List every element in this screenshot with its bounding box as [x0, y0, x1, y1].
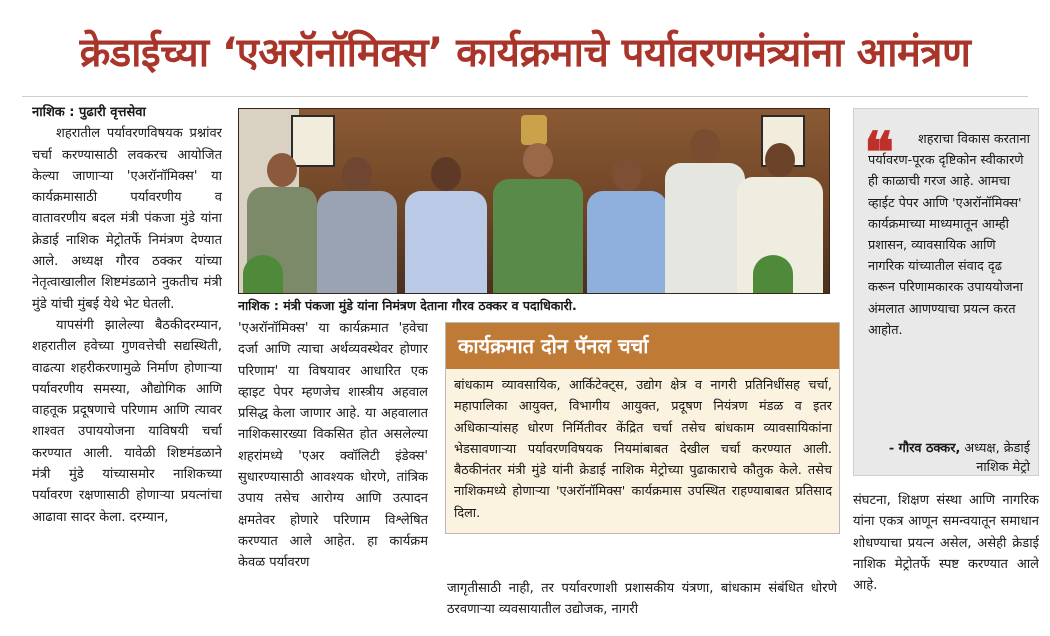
photo-caption: नाशिक : मंत्री पंकजा मुंडे यांना निमंत्रण देताना गौरव ठक्कर व पदाधिकारी. — [238, 298, 577, 313]
person-figure — [665, 123, 745, 293]
divider — [22, 96, 1028, 97]
quote-mark-icon: ❝ — [864, 120, 895, 186]
sidebar-box — [445, 322, 840, 534]
paragraph: 'एअरॉनॉमिक्स' या कार्यक्रमात 'हवेचा दर्जा आणि त्याचा अर्थव्यवस्थेवर होणार परिणाम' या विषयावर आधारित एक व्हाइट पेपर म्हणजेच शास्त्रीय अहवाल प्रसिद्ध केला जाणार आहे. या अहवालात नाशिकसारख्या विकसित होत असलेल्या शहरांमध्ये 'एअर क्वॉलिटी इंडेक्स' सुधारण्यासाठी आवश्यक धोरणे, तांत्रिक उपाय तसेच आरोग्य आणि उत्पादन क्षमतेवर होणारे परिणाम विश्लेषित करण्यात आले आहेत. हा कार्यक्रम केवळ पर्यावरण — [238, 321, 428, 571]
news-photo — [238, 108, 830, 294]
quote-author: - गौरव ठक्कर, — [888, 441, 961, 456]
person-figure — [587, 143, 667, 293]
plant-decor — [753, 255, 793, 293]
article-column-2 — [238, 318, 428, 622]
quote-role: अध्यक्ष, क्रेडाई नाशिक मेट्रो — [964, 441, 1030, 475]
quote-text: शहराचा विकास करताना पर्यावरण-पूरक दृष्टिकोन स्वीकारणे ही काळाची गरज आहे. आमचा व्हाईट पेपर आणि 'एअरॉनॉमिक्स' कार्यक्रमाच्या माध्यमातून आम्ही प्रशासन, व्यावसायिक आणि नागरिक यांच्यातील संवाद दृढ करून परिणामकारक उपाययोजना अंमलात आणण्याचा प्रयत्न करत आहोत. — [868, 132, 1030, 338]
person-figure — [317, 143, 397, 293]
quote-attribution — [868, 439, 1030, 477]
pull-quote — [853, 108, 1039, 476]
plant-decor — [243, 255, 283, 293]
person-figure — [493, 133, 583, 293]
article-column-3 — [447, 578, 837, 622]
box-text: बांधकाम व्यावसायिक, आर्किटेक्ट्स, उद्योग क्षेत्र व नागरी प्रतिनिधींसह चर्चा, महापालिका आयुक्त, विभागीय आयुक्त, प्रदूषण नियंत्रण मंडळ व इतर अधिकाऱ्यांसह धोरण निर्मितीवर केंद्रित चर्चा तसेच बांधकाम व्यावसायिकांना भेडसावणाऱ्या पर्यावरणविषयक नियमांबाबत देखील चर्चा करण्यात आली. बैठकीनंतर मंत्री मुंडे यांनी क्रेडाई नाशिक मेट्रोच्या पुढाकाराचे कौतुक केले. तसेच नाशिकमध्ये होणाऱ्या 'एअरॉनॉमिक्स' कार्यक्रमास उपस्थित राहण्याबाबत प्रतिसाद दिला. — [454, 378, 832, 521]
byline: नाशिक : पुढारी वृत्तसेवा — [32, 105, 146, 120]
article-column-1 — [32, 102, 222, 622]
paragraph: शहरातील पर्यावरणविषयक प्रश्नांवर चर्चा करण्यासाठी लवकरच आयोजित केल्या जाणाऱ्या 'एअरॉनॉमिक्स' या कार्यक्रमासाठी पर्यावरणीय व वातावरणीय बदल मंत्री पंकजा मुंडे यांना क्रेडाई नाशिक मेट्रोतर्फे निमंत्रण देण्यात आले. अध्यक्ष गौरव ठक्कर यांच्या नेतृत्वाखालील शिष्टमंडळाने नुकतीच मंत्री मुंडे यांची मुंबई येथे भेट घेतली. — [32, 126, 222, 312]
box-title: कार्यक्रमात दोन पॅनल चर्चा — [446, 323, 839, 369]
paragraph: संघटना, शिक्षण संस्था आणि नागरिक यांना एकत्र आणून समन्वयातून समाधान शोधण्याचा प्रयत्न असेल, असेही क्रेडाई नाशिक मेट्रोतर्फे स्पष्ट करण्यात आले आहे. — [853, 493, 1039, 594]
article-column-4 — [853, 490, 1039, 622]
paragraph: जागृतीसाठी नाही, तर पर्यावरणाशी प्रशासकीय यंत्रणा, बांधकाम संबंधित धोरणे ठरवणाऱ्या व्यवसायातील उद्योजक, नागरी — [447, 581, 837, 618]
paragraph: यापसंगी झालेल्या बैठकीदरम्यान, शहरातील हवेच्या गुणवत्तेची सद्यस्थिती, वाढत्या शहरीकरणामुळे निर्माण होणाऱ्या पर्यावरणीय समस्या, औद्योगिक आणि वाहतूक प्रदूषणाचे परिणाम आणि त्यावर शाश्वत उपाययोजना याविषयी चर्चा करण्यात आली. यावेळी शिष्टमंडळाने मंत्री मुंडे यांच्यासमोर नाशिकच्या पर्यावरण रक्षणासाठी होणाऱ्या प्रयत्नांचा आढावा सादर केला. दरम्यान, — [32, 317, 222, 525]
headline: क्रेडाईच्या ‘एअरॉनॉमिक्स’ कार्यक्रमाचे पर्यावरणमंत्र्यांना आमंत्रण — [79, 30, 971, 76]
person-figure — [405, 143, 487, 293]
